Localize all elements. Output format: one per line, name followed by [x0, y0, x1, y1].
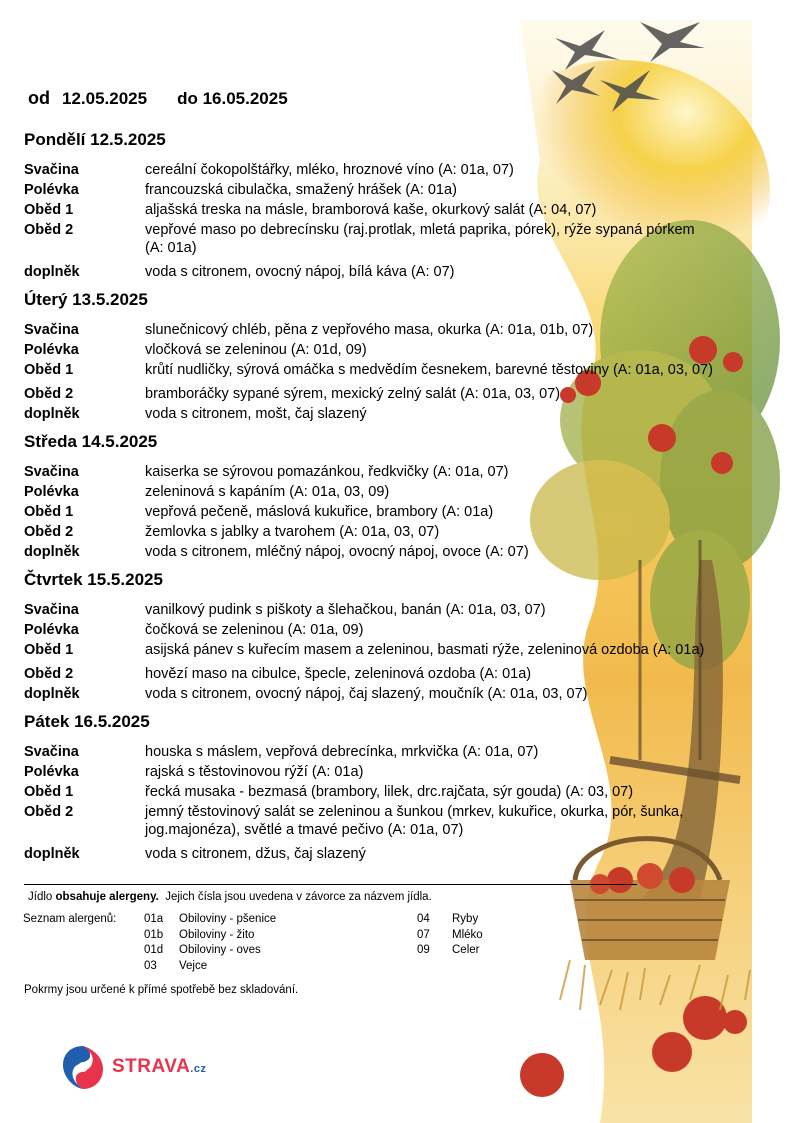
allergen-item — [144, 959, 276, 975]
menu-row — [24, 803, 740, 839]
allergen-name: Obiloviny - pšenice — [179, 913, 277, 925]
meal-label: Oběd 1 — [24, 362, 74, 378]
menu-row — [24, 201, 740, 219]
allergen-code: 07 — [417, 928, 430, 941]
allergen-code: 03 — [144, 959, 157, 972]
meal-label: Svačina — [24, 464, 79, 480]
meal-label: Oběd 2 — [24, 386, 74, 402]
meal-label: doplněk — [24, 846, 80, 862]
allergen-item — [417, 912, 483, 928]
menu-row — [24, 405, 740, 423]
meal-label: Svačina — [24, 744, 79, 760]
from-label: od — [28, 88, 50, 108]
meal-text: voda s citronem, ovocný nápoj, bílá káva (A: 07) — [145, 264, 455, 280]
day-title: Pátek 16.5.2025 — [24, 712, 150, 731]
day-title: Čtvrtek 15.5.2025 — [24, 570, 163, 589]
allergen-name: Vejce — [179, 959, 208, 972]
note-bold: obsahuje alergeny. — [55, 891, 159, 903]
strava-logo[interactable] — [60, 1043, 206, 1091]
day-title: Pondělí 12.5.2025 — [24, 130, 166, 149]
meal-text: krůtí nudličky, sýrová omáčka s medvědím česnekem, barevné těstoviny (A: 01a, 03, 07) — [145, 362, 713, 378]
meal-text: bramboráčky sypané sýrem, mexický zelný salát (A: 01a, 03, 07) — [145, 386, 561, 402]
meal-text: voda s citronem, ovocný nápoj, čaj slazený, moučník (A: 01a, 03, 07) — [145, 686, 588, 702]
logo-suffix: .cz — [190, 1063, 207, 1075]
allergen-column-right — [417, 912, 483, 959]
meal-text: voda s citronem, džus, čaj slazený — [145, 846, 366, 862]
meal-label: doplněk — [24, 544, 80, 560]
day-title: Středa 14.5.2025 — [24, 432, 158, 451]
meal-label: Oběd 2 — [24, 804, 74, 820]
allergen-code: 04 — [417, 913, 430, 925]
menu-row — [24, 523, 740, 541]
strava-logo-icon — [60, 1043, 106, 1091]
meal-text: aljašská treska na másle, bramborová kaše, okurkový salát (A: 04, 07) — [145, 202, 597, 218]
meal-text: cereální čokopolštářky, mléko, hroznové víno (A: 01a, 07) — [145, 162, 514, 178]
meal-text: vločková se zeleninou (A: 01d, 09) — [145, 342, 367, 358]
allergen-name: Mléko — [452, 928, 483, 941]
footer-divider — [24, 884, 637, 885]
strava-logo-text — [112, 1056, 206, 1078]
meal-text: řecká musaka - bezmasá (brambory, lilek, drc.rajčata, sýr gouda) (A: 03, 07) — [145, 784, 634, 800]
allergen-name: Ryby — [452, 913, 479, 925]
allergen-code: 09 — [417, 944, 430, 956]
to-label: do 16.05.2025 — [177, 89, 288, 108]
menu-row — [24, 503, 740, 521]
note-post: Jejich čísla jsou uvedena v závorce za názvem jídla. — [158, 891, 432, 903]
meal-text: francouzská cibulačka, smažený hrášek (A: 01a) — [145, 182, 457, 198]
allergen-item — [144, 912, 276, 928]
meal-text: houska s máslem, vepřová debrecínka, mrkvička (A: 01a, 07) — [145, 744, 539, 760]
menu-row — [24, 783, 740, 801]
allergen-note — [28, 891, 432, 903]
meal-label: doplněk — [24, 686, 80, 702]
meal-label: Oběd 1 — [24, 784, 74, 800]
day-title: Úterý 13.5.2025 — [24, 290, 148, 309]
meal-text: voda s citronem, mléčný nápoj, ovocný nápoj, ovoce (A: 07) — [145, 544, 529, 560]
menu-row — [24, 321, 740, 339]
menu-row — [24, 685, 740, 703]
day-friday — [24, 712, 740, 863]
allergen-column-left — [144, 912, 276, 974]
allergen-code: 01b — [144, 928, 164, 941]
meal-label: Oběd 2 — [24, 666, 74, 682]
meal-text: asijská pánev s kuřecím masem a zeleninou, basmati rýže, zeleninová ozdoba (A: 01a) — [145, 642, 705, 658]
menu-row — [24, 743, 740, 761]
meal-text: hovězí maso na cibulce, špecle, zeleninová ozdoba (A: 01a) — [145, 666, 532, 682]
menu-row — [24, 601, 740, 619]
meal-label: Oběd 1 — [24, 642, 74, 658]
menu-row — [24, 543, 740, 561]
from-date: 12.05.2025 — [62, 89, 148, 108]
meal-text: slunečnicový chléb, pěna z vepřového masa, okurka (A: 01a, 01b, 07) — [145, 322, 594, 338]
allergen-name: Obiloviny - žito — [179, 928, 255, 941]
day-thursday — [24, 570, 740, 703]
allergen-item — [144, 928, 276, 944]
allergen-item — [144, 943, 276, 959]
meal-label: Oběd 2 — [24, 222, 74, 238]
allergen-item — [417, 943, 483, 959]
meal-label: doplněk — [24, 264, 80, 280]
meal-text: kaiserka se sýrovou pomazánkou, ředkvičky (A: 01a, 07) — [145, 464, 509, 480]
meal-text: zeleninová s kapáním (A: 01a, 03, 09) — [145, 484, 390, 500]
note-pre: Jídlo — [28, 891, 56, 903]
meal-label: Polévka — [24, 764, 79, 780]
menu-row — [24, 181, 740, 199]
meal-label: Svačina — [24, 602, 79, 618]
logo-name: STRAVA — [112, 1056, 191, 1077]
allergen-name: Obiloviny - oves — [179, 944, 261, 956]
meal-label: Polévka — [24, 484, 79, 500]
menu-row — [24, 763, 740, 781]
menu-row — [24, 463, 740, 481]
day-tuesday — [24, 290, 740, 423]
storage-note: Pokrmy jsou určené k přímé spotřebě bez skladování. — [24, 984, 299, 996]
menu-row — [24, 221, 740, 257]
meal-text: vanilkový pudink s piškoty a šlehačkou, banán (A: 01a, 03, 07) — [145, 602, 546, 618]
menu-row — [24, 665, 740, 683]
allergen-name: Celer — [452, 944, 480, 956]
menu-row — [24, 385, 740, 403]
menu-row — [24, 641, 740, 659]
meal-label: Oběd 1 — [24, 202, 74, 218]
meal-label: doplněk — [24, 406, 80, 422]
menu-row — [24, 483, 740, 501]
allergen-code: 01d — [144, 944, 164, 956]
day-wednesday — [24, 432, 740, 561]
allergen-item — [417, 928, 483, 944]
meal-text: vepřová pečeně, máslová kukuřice, brambory (A: 01a) — [145, 504, 494, 520]
meal-text: voda s citronem, mošt, čaj slazený — [145, 406, 367, 422]
meal-label: Polévka — [24, 342, 79, 358]
menu-row — [24, 263, 740, 281]
meal-text: vepřové maso po debrecínsku (raj.protlak, mletá paprika, pórek), rýže sypaná pórkem (A: 01a) — [145, 222, 695, 256]
meal-label: Polévka — [24, 182, 79, 198]
meal-text: čočková se zeleninou (A: 01a, 09) — [145, 622, 364, 638]
menu-row — [24, 341, 740, 359]
menu-row — [24, 845, 740, 863]
menu-row — [24, 161, 740, 179]
meal-text: žemlovka s jablky a tvarohem (A: 01a, 03, 07) — [145, 524, 440, 540]
day-monday — [24, 130, 740, 281]
allergen-code: 01a — [144, 913, 164, 925]
meal-text: jemný těstovinový salát se zeleninou a šunkou (mrkev, kukuřice, okurka, pór, šunka, jog.majonéza), světlé a tmavé pečivo (A: 01a, 07) — [145, 804, 684, 838]
menu-row — [24, 361, 740, 379]
date-range — [28, 88, 288, 109]
meal-label: Polévka — [24, 622, 79, 638]
meal-label: Svačina — [24, 322, 79, 338]
meal-text: rajská s těstovinovou rýží (A: 01a) — [145, 764, 364, 780]
allergen-heading: Seznam alergenů: — [23, 913, 117, 925]
meal-label: Oběd 1 — [24, 504, 74, 520]
menu-days — [24, 130, 740, 872]
menu-row — [24, 621, 740, 639]
meal-label: Oběd 2 — [24, 524, 74, 540]
meal-label: Svačina — [24, 162, 79, 178]
